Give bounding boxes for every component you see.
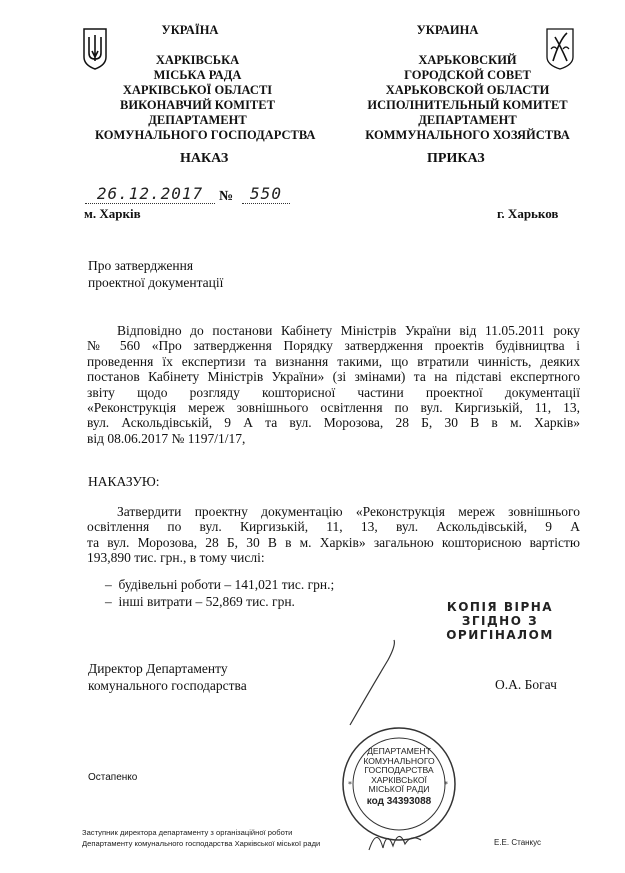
place-right: г. Харьков: [497, 206, 559, 221]
list-item: – інші витрати – 52,869 тис. грн.: [105, 594, 295, 609]
deputy-line: Заступник директора департаменту з організаційної роботи: [82, 828, 293, 837]
order-word: НАКАЗУЮ:: [88, 474, 160, 489]
list-item-text: будівельні роботи – 141,021 тис. грн.;: [118, 577, 335, 592]
header-left-line: КОМУНАЛЬНОГО ГОСПОДАРСТВА: [95, 128, 316, 142]
number-sign: №: [219, 189, 234, 204]
cost-items: [105, 576, 334, 610]
order-line: освітлення по вул. Киргизькій, 11, 13, вул. Аскольдівській, 9 А: [87, 519, 580, 535]
round-stamp-text: [354, 747, 444, 807]
order-line: Затвердити проектну документацію «Реконструкція мереж зовнішнього: [117, 504, 580, 519]
header-right-line: ХАРЬКОВСКОЙ ОБЛАСТИ: [385, 83, 550, 97]
director-signature: [330, 630, 460, 730]
header-left-country: УКРАЇНА: [161, 23, 219, 37]
header-left-line: ДЕПАРТАМЕНТ: [148, 113, 247, 127]
header-right-line: ИСПОЛНИТЕЛЬНЫЙ КОМИТЕТ: [367, 98, 568, 112]
signatory-name: О.А. Богач: [495, 677, 557, 692]
intro-line: постанов Кабінету Міністрів України» (зі змінами) та на підставі експертного: [87, 369, 580, 385]
header-right-line: ДЕПАРТАМЕНТ: [418, 113, 517, 127]
subject-line: проектної документації: [88, 275, 224, 290]
header-right: [355, 23, 580, 143]
list-item-text: інші витрати – 52,869 тис. грн.: [118, 594, 295, 609]
header-left-line: ХАРКІВСЬКОЇ ОБЛАСТІ: [122, 83, 273, 97]
header-right-line: ХАРЬКОВСКИЙ: [418, 53, 517, 67]
order-date: 26.12.2017: [85, 184, 215, 204]
intro-line: звіту щодо розгляду кошторисної частини проектної документації: [87, 384, 580, 400]
svg-text:*: *: [444, 780, 448, 789]
round-stamp-line: КОМУНАЛЬНОГО: [363, 755, 435, 766]
executor-name: Остапенко: [88, 772, 138, 783]
copy-stamp-line: ЗГІДНО З: [461, 614, 539, 628]
round-stamp-line: ГОСПОДАРСТВА: [364, 765, 434, 776]
header-left-line: МІСЬКА РАДА: [153, 68, 242, 82]
order-line: 193,890 тис. грн., в тому числі:: [87, 550, 265, 566]
round-stamp-line: МІСЬКОЇ РАДИ: [368, 784, 430, 795]
copy-stamp-line: КОПІЯ ВІРНА: [446, 600, 554, 614]
header-left: [95, 23, 316, 143]
intro-line: вул. Аскольдівській, 9 А та вул. Морозова, 28 Б, 30 В в м. Харків»: [87, 415, 580, 431]
header-right-line: КОММУНАЛЬНОГО ХОЗЯЙСТВА: [365, 128, 570, 142]
header-left-line: ВИКОНАВЧИЙ КОМІТЕТ: [120, 98, 275, 112]
doc-type-right: ПРИКАЗ: [427, 151, 485, 166]
round-stamp-line: ДЕПАРТАМЕНТ: [367, 746, 431, 756]
intro-line: «Реконструкція мереж зовнішнього освітлення по вул. Киргизькій, 11, 13,: [87, 400, 580, 416]
intro-line: № 560 «Про затвердження Порядку затвердження проектів будівництва і: [87, 338, 580, 354]
deputy-signature: [365, 820, 425, 858]
intro-line: Відповідно до постанови Кабінету Міністрів України від 11.05.2011 року: [117, 323, 580, 338]
signatory-title-line: Директор Департаменту: [88, 661, 228, 676]
subject: [88, 257, 223, 291]
order-number: 550: [242, 184, 290, 204]
order-paragraph: [87, 504, 580, 566]
intro-line: від 08.06.2017 № 1197/1/17,: [87, 430, 246, 446]
round-stamp-code: код 34393088: [366, 795, 432, 807]
header-right-line: ГОРОДСКОЙ СОВЕТ: [404, 68, 531, 82]
list-item: – будівельні роботи – 141,021 тис. грн.;: [105, 577, 335, 592]
header-right-country: УКРАИНА: [416, 23, 479, 37]
signatory-title: [88, 660, 247, 694]
deputy-line: Департаменту комунального господарства Харківської міської ради: [82, 839, 321, 848]
doc-type-left: НАКАЗ: [180, 151, 229, 166]
deputy-block: [82, 827, 320, 849]
place-left: м. Харків: [84, 206, 141, 221]
signatory-title-line: комунального господарства: [88, 678, 247, 693]
deputy-name: Е.Е. Станкус: [494, 838, 542, 847]
svg-text:*: *: [348, 780, 352, 789]
header-left-line: ХАРКІВСЬКА: [155, 53, 240, 67]
order-line: та вул. Морозова, 28 Б, 30 В в м. Харків» загальною кошторисною вартістю: [87, 534, 580, 550]
subject-line: Про затвердження: [88, 258, 194, 273]
copy-stamp-line: ОРИГІНАЛОМ: [446, 628, 554, 642]
copy-certified-stamp: [445, 600, 555, 642]
intro-line: проведення їх експертизи та визнання такими, що втратили чинність, деяких: [87, 353, 580, 369]
intro-paragraph: [87, 323, 580, 446]
round-stamp-line: ХАРКІВСЬКОЇ: [371, 774, 427, 785]
